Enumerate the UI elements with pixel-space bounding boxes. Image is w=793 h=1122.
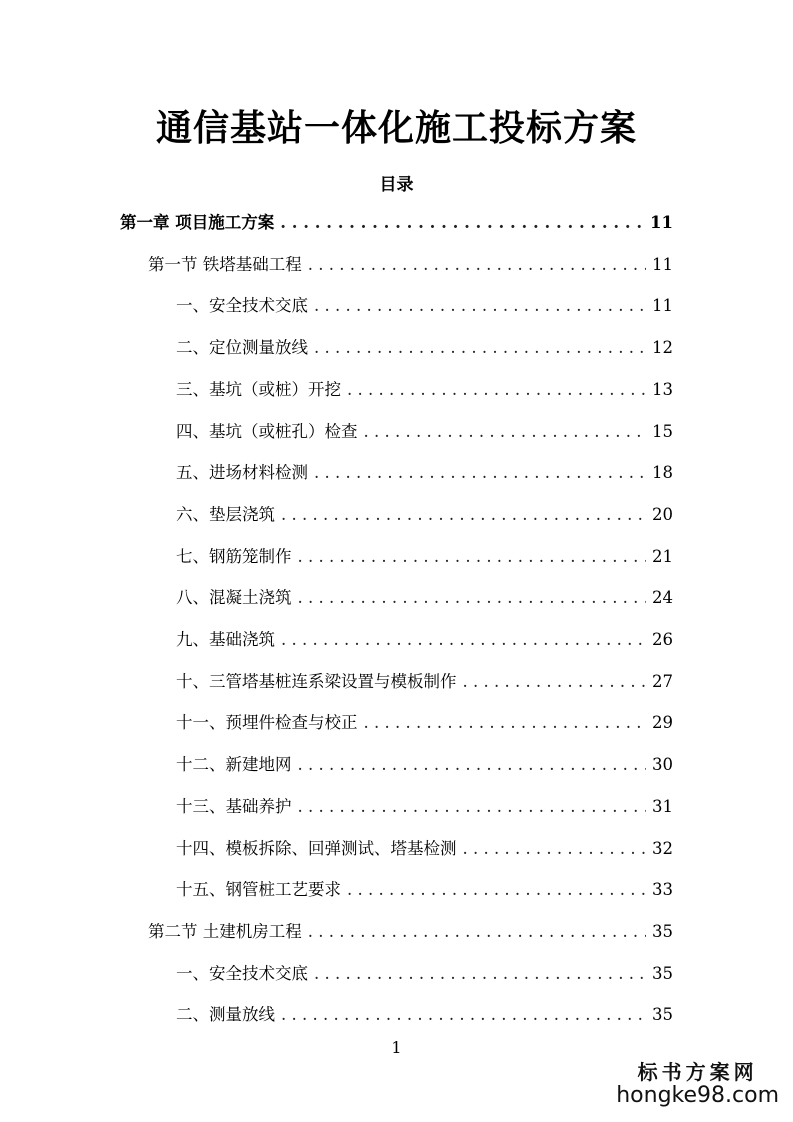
toc-entry-label: 十一、预埋件检查与校正 (176, 713, 358, 733)
toc-entry[interactable] (176, 334, 673, 358)
toc-dot-leader (314, 463, 646, 482)
toc-entry[interactable] (176, 626, 673, 650)
watermark (616, 1056, 779, 1108)
toc-entry[interactable] (176, 376, 673, 400)
toc-entry-label: 二、定位测量放线 (176, 338, 308, 358)
toc-dot-leader (281, 505, 646, 524)
toc-entry-page: 31 (652, 796, 673, 816)
toc-dot-leader (308, 922, 646, 941)
toc-entry-page: 12 (652, 338, 673, 358)
toc-entry-page: 32 (652, 838, 673, 858)
toc-dot-leader (298, 755, 647, 774)
toc-dot-leader (298, 797, 647, 816)
toc-entry[interactable] (176, 668, 673, 692)
toc-entry-label: 七、钢筋笼制作 (176, 546, 292, 566)
toc-entry-page: 29 (652, 713, 673, 733)
toc-entry[interactable] (176, 709, 673, 733)
toc-entry-label: 第二节 土建机房工程 (148, 921, 302, 941)
toc-dot-leader (463, 839, 647, 858)
toc-dot-leader (364, 713, 647, 732)
toc-dot-leader (298, 588, 647, 607)
toc-entry[interactable] (176, 960, 673, 984)
toc-entry[interactable] (148, 251, 673, 275)
toc-entry-label: 第一章 项目施工方案 (120, 213, 275, 232)
toc-entry-page: 18 (652, 463, 673, 483)
toc-entry-label: 十四、模板拆除、回弹测试、塔基检测 (176, 838, 457, 858)
toc-entry-page: 24 (652, 588, 673, 608)
toc-entry-label: 十五、钢管桩工艺要求 (176, 880, 341, 900)
toc-entry-page: 11 (652, 296, 673, 316)
watermark-url: hongke98.com (616, 1083, 779, 1108)
toc-dot-leader (298, 547, 647, 566)
toc-entry-page: 35 (652, 921, 673, 941)
toc-entry[interactable] (176, 292, 673, 316)
toc-entry[interactable] (176, 584, 673, 608)
toc-dot-leader (364, 422, 647, 441)
toc-entry-page: 11 (650, 213, 673, 232)
toc-entry-page: 15 (652, 421, 673, 441)
toc-dot-leader (281, 1005, 646, 1024)
toc-dot-leader (308, 255, 646, 274)
toc-entry-page: 20 (652, 504, 673, 524)
toc-entry-page: 26 (652, 630, 673, 649)
toc-entry-label: 五、进场材料检测 (176, 463, 308, 483)
toc-entry-page: 13 (652, 379, 673, 399)
toc-entry-page: 35 (652, 963, 673, 983)
toc-entry[interactable] (176, 543, 673, 567)
toc-entry[interactable] (176, 418, 673, 442)
toc-dot-leader (281, 630, 646, 649)
page-number: 1 (391, 1038, 402, 1057)
toc-dot-leader (314, 964, 646, 983)
document-title: 通信基站一体化施工投标方案 (155, 107, 637, 149)
toc-entry[interactable] (176, 459, 673, 483)
toc-entry-label: 第一节 铁塔基础工程 (148, 254, 302, 274)
watermark-name: 标书方案网 (637, 1060, 758, 1084)
toc-entry-label: 十三、基础养护 (176, 796, 292, 816)
toc-entry[interactable] (120, 209, 673, 233)
toc-dot-leader (280, 213, 644, 232)
toc-entry-label: 六、垫层浇筑 (176, 504, 275, 524)
toc-entry-page: 30 (652, 755, 673, 775)
toc-dot-leader (314, 338, 646, 357)
toc-dot-leader (347, 880, 646, 899)
toc-entry-page: 21 (652, 546, 673, 566)
toc-entry[interactable] (148, 918, 673, 942)
toc-entry[interactable] (176, 876, 673, 900)
toc-entry-page: 11 (652, 254, 673, 274)
toc-entry-label: 四、基坑（或桩孔）检查 (176, 421, 358, 441)
toc-entry-label: 八、混凝土浇筑 (176, 588, 292, 608)
toc-entry-page: 35 (652, 1005, 673, 1025)
toc-entry-label: 二、测量放线 (176, 1005, 275, 1025)
toc-entry-label: 三、基坑（或桩）开挖 (176, 379, 341, 399)
toc-entry[interactable] (176, 1001, 673, 1025)
toc-dot-leader (314, 296, 646, 315)
toc-entry-label: 一、安全技术交底 (176, 963, 308, 983)
toc-dot-leader (463, 672, 647, 691)
toc-entry[interactable] (176, 751, 673, 775)
toc-heading: 目录 (379, 175, 414, 195)
toc-entry-label: 十、三管塔基桩连系梁设置与模板制作 (176, 671, 457, 691)
toc-entry-label: 九、基础浇筑 (176, 630, 275, 649)
toc-dot-leader (347, 380, 646, 399)
toc-entry[interactable] (176, 501, 673, 525)
toc-entry-page: 27 (652, 671, 673, 691)
toc-entry[interactable] (176, 835, 673, 859)
toc-entry-label: 十二、新建地网 (176, 755, 292, 775)
toc-entry[interactable] (176, 793, 673, 817)
toc-entry-page: 33 (652, 880, 673, 900)
toc-entry-label: 一、安全技术交底 (176, 296, 308, 316)
